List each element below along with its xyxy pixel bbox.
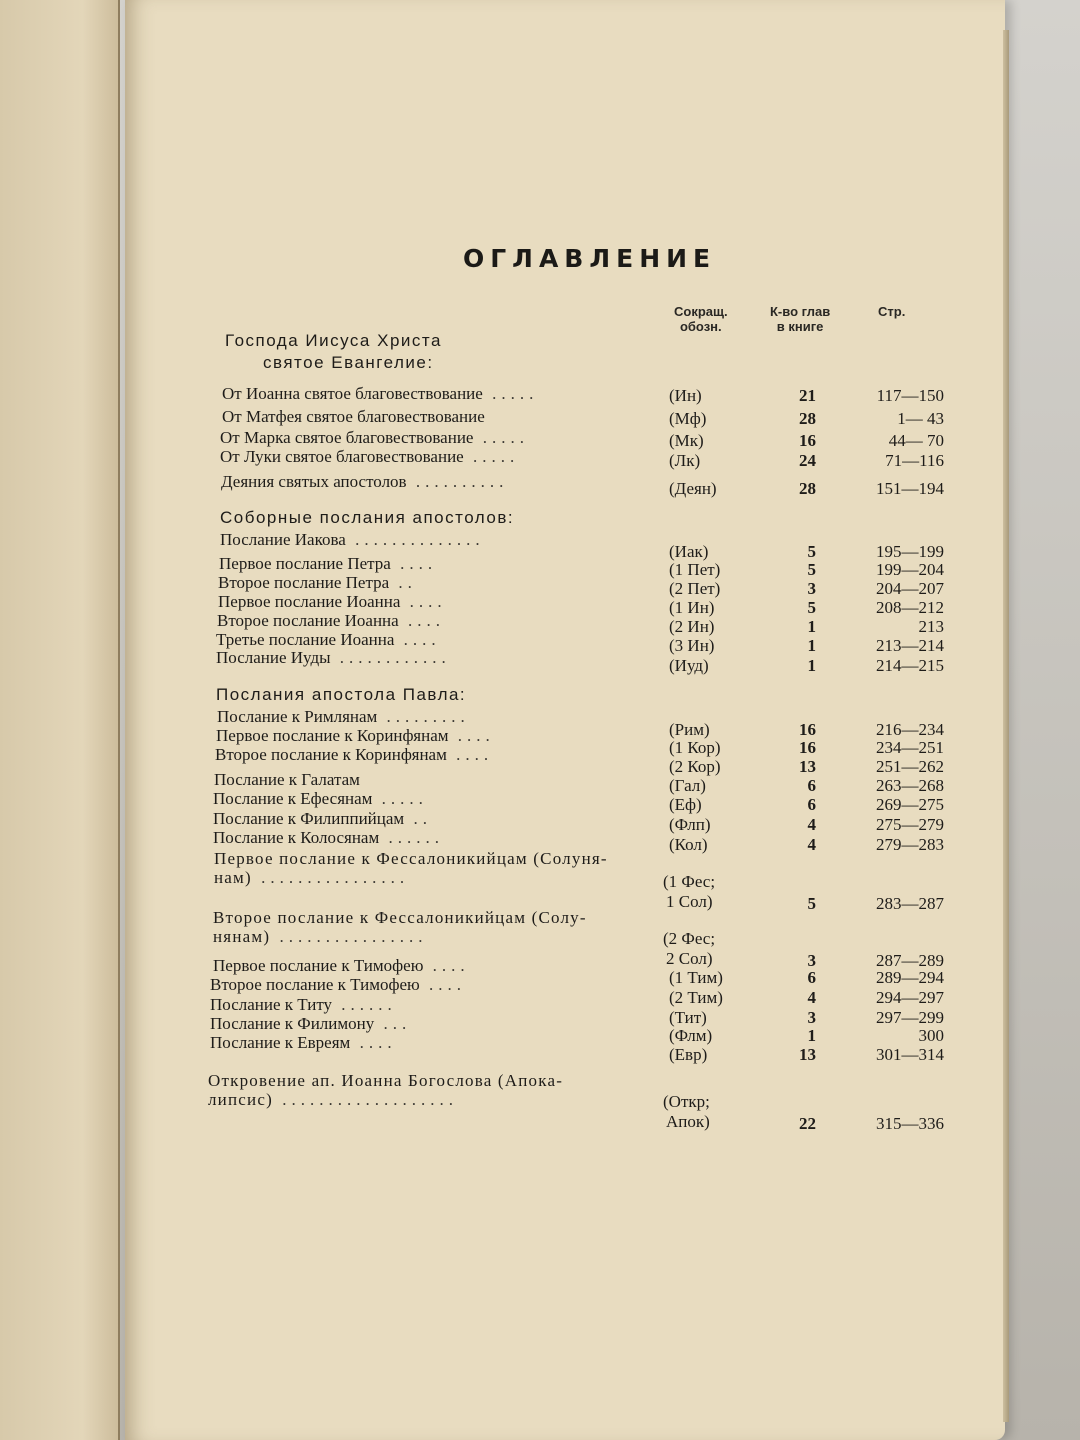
toc-entry-pages: 251—262 <box>876 757 944 776</box>
toc-entry-chapters: 1 <box>807 617 816 636</box>
leader-dots: .... <box>400 592 447 611</box>
toc-entry-title: Деяния святых апостолов .......... <box>221 472 509 491</box>
toc-entry-chapters: 28 <box>799 479 816 498</box>
leader-dots: ..... <box>473 428 529 447</box>
toc-entry-pages: 71—116 <box>885 451 944 470</box>
toc-entry-abbr: 2 Сол) <box>666 949 713 968</box>
toc-entry-pages: 213—214 <box>876 636 944 655</box>
toc-entry-pages: 199—204 <box>876 560 944 579</box>
toc-entry-abbr: (1 Фес; <box>663 872 716 891</box>
toc-entry-title: Послание к Евреям .... <box>210 1033 397 1052</box>
leader-dots: ................ <box>270 927 428 946</box>
toc-entry-chapters: 16 <box>799 431 816 450</box>
toc-entry-chapters: 28 <box>799 409 816 428</box>
leader-dots: .... <box>419 975 466 994</box>
toc-entry-abbr: (2 Пет) <box>669 579 721 598</box>
toc-entry-title: Послание к Ефесянам ..... <box>213 789 428 808</box>
page-title: ОГЛАВЛЕНИЕ <box>463 244 717 273</box>
toc-entry-chapters: 1 <box>807 1026 816 1045</box>
toc-entry-abbr: (Флп) <box>669 815 711 834</box>
toc-entry-pages: 300 <box>918 1026 944 1045</box>
leader-dots: .... <box>446 745 494 764</box>
section-catholic: Соборные послания апостолов: <box>220 508 515 527</box>
toc-entry-pages: 216—234 <box>876 720 944 739</box>
toc-entry-abbr: (Иуд) <box>669 656 709 675</box>
toc-entry-chapters: 1 <box>807 636 816 655</box>
toc-entry-chapters: 3 <box>807 1008 816 1027</box>
toc-entry-pages: 301—314 <box>876 1045 944 1064</box>
toc-entry-chapters: 6 <box>807 776 816 795</box>
toc-entry-chapters: 4 <box>807 815 816 834</box>
toc-entry-pages: 287—289 <box>876 951 944 970</box>
toc-entry-pages: 117—150 <box>876 386 944 405</box>
toc-entry-abbr: (1 Пет) <box>669 560 721 579</box>
toc-entry-pages: 208—212 <box>876 598 944 617</box>
toc-entry-title: Второе послание к Тимофею .... <box>210 975 466 994</box>
toc-entry-abbr: (Гал) <box>669 776 706 795</box>
section-pauline: Послания апостола Павла: <box>216 685 467 704</box>
toc-entry-title: Послание к Галатам <box>214 770 360 789</box>
leader-dots: .... <box>350 1033 397 1052</box>
toc-entry-chapters: 22 <box>799 1114 816 1133</box>
toc-entry-abbr: 1 Сол) <box>666 892 713 911</box>
toc-entry-title: Второе послание Иоанна .... <box>217 611 445 630</box>
toc-entry-abbr: (Лк) <box>669 451 701 470</box>
leader-dots: ..... <box>372 789 428 808</box>
leader-dots: .... <box>390 554 438 573</box>
toc-entry-abbr: (Флм) <box>669 1026 713 1045</box>
toc-entry-title: От Луки святое благовествование ..... <box>220 447 520 466</box>
toc-entry-chapters: 6 <box>807 795 816 814</box>
toc-entry-chapters: 24 <box>799 451 816 470</box>
toc-entry-title: От Матфея святое благовествование <box>222 407 485 426</box>
toc-entry-pages: 294—297 <box>876 988 944 1007</box>
toc-entry-abbr: (Еф) <box>669 795 702 814</box>
toc-entry-chapters: 3 <box>807 951 816 970</box>
toc-entry-abbr: (2 Ин) <box>669 617 715 636</box>
toc-entry-abbr: (2 Тим) <box>669 988 723 1007</box>
toc-entry-title: Второе послание к Фессалоникийцам (Солу- нянам) ................ <box>213 908 587 946</box>
toc-entry-pages: 283—287 <box>876 894 944 913</box>
leader-dots: ................... <box>272 1090 458 1109</box>
toc-entry-chapters: 6 <box>807 968 816 987</box>
leader-dots: .... <box>423 956 470 975</box>
toc-entry-abbr: (Мк) <box>669 431 704 450</box>
toc-entry-pages: 1— 43 <box>897 409 944 428</box>
toc-entry-abbr: (3 Ин) <box>669 636 715 655</box>
toc-entry-pages: 44— 70 <box>888 431 944 450</box>
toc-entry-abbr: (Откр; <box>663 1092 710 1111</box>
toc-entry-chapters: 13 <box>799 1045 816 1064</box>
leader-dots: ......... <box>377 707 470 726</box>
leader-dots: .... <box>448 726 495 745</box>
toc-entry-abbr: (Кол) <box>669 835 708 854</box>
toc-entry-pages: 204—207 <box>876 579 944 598</box>
toc-entry-pages: 269—275 <box>876 795 944 814</box>
leader-dots: .............. <box>345 530 485 549</box>
toc-entry-pages: 289—294 <box>876 968 944 987</box>
toc-entry-abbr: (Евр) <box>669 1045 708 1064</box>
toc-entry-abbr: (Мф) <box>669 409 707 428</box>
toc-entry-abbr: (1 Кор) <box>669 738 721 757</box>
leader-dots: ..... <box>463 447 520 466</box>
toc-entry-title: Послание к Филимону ... <box>210 1014 412 1033</box>
toc-entry-chapters: 13 <box>799 757 816 776</box>
toc-entry-chapters: 5 <box>807 560 816 579</box>
leader-dots: ...... <box>332 995 397 1014</box>
toc-entry-title: Послание к Колосянам ...... <box>213 828 444 847</box>
leader-dots: ..... <box>482 384 539 403</box>
page-stack-edge <box>1003 30 1009 1422</box>
toc-entry-pages: 275—279 <box>876 815 944 834</box>
col-head-page: Стр. <box>878 304 906 319</box>
toc-entry-title: Послание Иуды ............ <box>216 648 451 667</box>
toc-entry-title: Послание Иакова .............. <box>220 530 485 549</box>
toc-entry-chapters: 3 <box>807 579 816 598</box>
toc-entry-pages: 195—199 <box>876 542 944 561</box>
toc-entry-chapters: 4 <box>807 835 816 854</box>
toc-entry-title: Первое послание Петра .... <box>219 554 438 573</box>
leader-dots: .... <box>398 611 445 630</box>
toc-entry-pages: 315—336 <box>876 1114 944 1133</box>
toc-entry-abbr: (1 Ин) <box>669 598 715 617</box>
toc-entry-abbr: (Иак) <box>669 542 709 561</box>
leader-dots: .. <box>404 809 432 828</box>
toc-entry-title: От Марка святое благовествование ..... <box>220 428 529 447</box>
leader-dots: ................ <box>251 868 410 887</box>
toc-entry-chapters: 5 <box>807 894 816 913</box>
section-gospels: Господа Иисуса Христа святое Евангелие: <box>225 331 442 372</box>
toc-entry-abbr: (Ин) <box>669 386 702 405</box>
toc-entry-pages: 297—299 <box>876 1008 944 1027</box>
toc-entry-chapters: 5 <box>807 598 816 617</box>
toc-entry-abbr: (1 Тим) <box>669 968 723 987</box>
toc-entry-chapters: 21 <box>799 386 816 405</box>
toc-entry-chapters: 16 <box>799 720 816 739</box>
toc-entry-pages: 234—251 <box>876 738 944 757</box>
toc-entry-title: Второе послание Петра .. <box>218 573 417 592</box>
toc-entry-title: Первое послание к Коринфянам .... <box>216 726 495 745</box>
toc-entry-title: Первое послание к Тимофею .... <box>213 956 470 975</box>
leader-dots: .... <box>394 630 441 649</box>
toc-entry-abbr: (Деян) <box>669 479 717 498</box>
toc-entry-abbr: (2 Кор) <box>669 757 721 776</box>
leader-dots: ... <box>374 1014 412 1033</box>
left-page-edge <box>0 0 120 1440</box>
toc-entry-chapters: 4 <box>807 988 816 1007</box>
toc-entry-pages: 214—215 <box>876 656 944 675</box>
toc-entry-chapters: 5 <box>807 542 816 561</box>
toc-entry-chapters: 16 <box>799 738 816 757</box>
toc-entry-pages: 279—283 <box>876 835 944 854</box>
col-head-abbr: Сокращ. обозн. <box>674 304 728 334</box>
toc-entry-title: Послание к Филиппийцам .. <box>213 809 432 828</box>
toc-entry-pages: 263—268 <box>876 776 944 795</box>
toc-entry-abbr: (Рим) <box>669 720 710 739</box>
toc-entry-abbr: Апок) <box>666 1112 710 1131</box>
toc-entry-title: Послание к Титу ...... <box>210 995 397 1014</box>
col-head-chapters: К-во глав в книге <box>770 304 831 334</box>
toc-entry-title: Второе послание к Коринфянам .... <box>215 745 494 764</box>
leader-dots: ............ <box>330 648 451 667</box>
toc-entry-pages: 213 <box>918 617 944 636</box>
toc-entry-title: Откровение ап. Иоанна Богослова (Апока- липсис) ................... <box>208 1071 564 1109</box>
toc-entry-chapters: 1 <box>807 656 816 675</box>
toc-entry-pages: 151—194 <box>876 479 944 498</box>
toc-entry-title: Первое послание к Фессалоникийцам (Солуня- нам) ................ <box>214 849 608 887</box>
toc-entry-title: Послание к Римлянам ......... <box>217 707 470 726</box>
toc-entry-title: Первое послание Иоанна .... <box>218 592 447 611</box>
toc-entry-abbr: (2 Фес; <box>663 929 716 948</box>
toc-entry-title: От Иоанна святое благовествование ..... <box>222 384 539 403</box>
toc-entry-abbr: (Тит) <box>669 1008 707 1027</box>
leader-dots: .......... <box>406 472 509 491</box>
leader-dots: ...... <box>379 828 444 847</box>
leader-dots: .. <box>389 573 417 592</box>
toc-entry-title: Третье послание Иоанна .... <box>216 630 441 649</box>
